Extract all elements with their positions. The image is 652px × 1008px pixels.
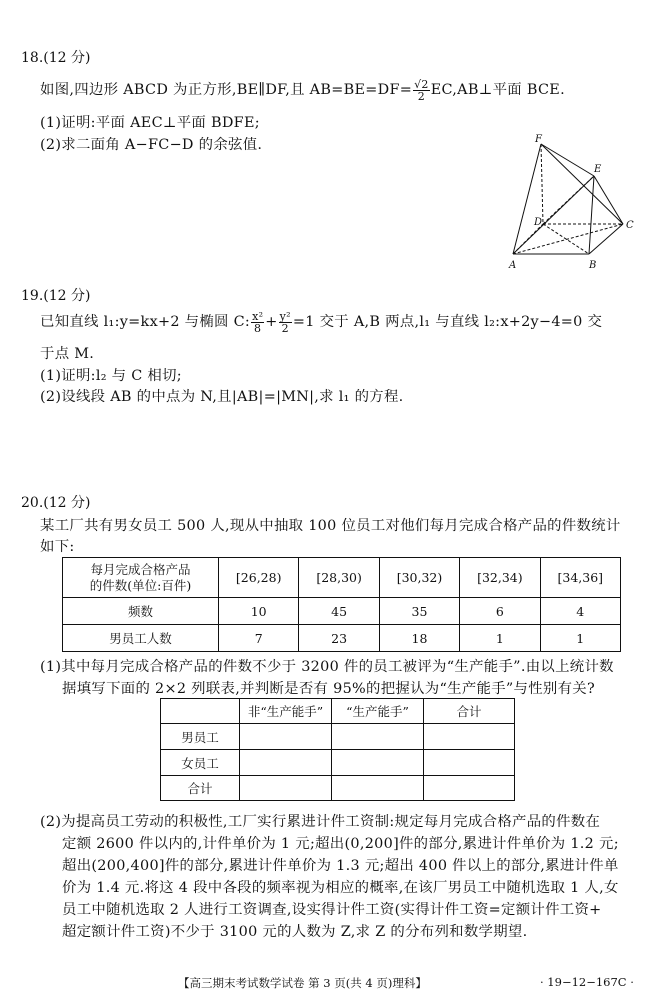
contingency-corner: [161, 699, 240, 724]
fig-label-c: C: [626, 220, 634, 231]
col-total: 合计: [424, 699, 515, 724]
col-range-1: [26,28): [219, 558, 299, 598]
q20-part2-line3: 超出(200,400]件的部分,累进计件单价为 1.3 元;超出 400 件以上的部分,累进计件单: [62, 858, 619, 874]
q19-part2: (2)设线段 AB 的中点为 N,且|AB|=|MN|,求 l₁ 的方程.: [40, 389, 404, 405]
q18-fraction-den: 2: [417, 89, 426, 103]
q18-stem: [40, 78, 565, 102]
male-count-cell: 23: [299, 625, 379, 652]
blank-cell: [424, 776, 515, 801]
q19-frac-y-den: 2: [281, 321, 289, 335]
frequency-label: 频数: [63, 598, 219, 625]
fig-label-e: E: [594, 164, 602, 175]
q20-stem-line2: 如下:: [40, 539, 75, 555]
frequency-row: [63, 598, 621, 625]
q19-frac-x-den: 8: [254, 321, 262, 335]
col-range-2: [28,30): [299, 558, 379, 598]
q20-part1-line1: (1)其中每月完成合格产品的件数不少于 3200 件的员工被评为“生产能手”.由以上统计数: [40, 659, 614, 675]
male-count-row: [63, 625, 621, 652]
q19-frac-x: [251, 311, 264, 334]
q19-plus: +: [265, 314, 278, 330]
male-count-cell: 1: [460, 625, 540, 652]
frequency-cell: 6: [460, 598, 540, 625]
frequency-cell: 4: [540, 598, 620, 625]
contingency-row-male: [161, 724, 515, 750]
q18-fraction-num: √2: [414, 77, 429, 91]
q19-part1: (1)证明:l₂ 与 C 相切;: [40, 368, 182, 384]
q19-frac-y: [279, 311, 292, 334]
blank-cell: [240, 724, 332, 750]
male-count-label: 男员工人数: [63, 625, 219, 652]
q18-stem-pre: 如图,四边形 ABCD 为正方形,BE∥DF,且 AB=BE=DF=: [40, 82, 413, 98]
q18-part2: (2)求二面角 A−FC−D 的余弦值.: [40, 137, 263, 153]
frequency-table-header-cell: [63, 558, 219, 598]
q20-part2-line2: 定额 2600 件以内的,计件单价为 1 元;超出(0,200]件的部分,累进计件单价为 1.2 元;: [62, 836, 619, 852]
blank-cell: [424, 724, 515, 750]
row-female-label: 女员工: [161, 750, 240, 776]
q19-frac-x-num: x²: [252, 309, 264, 323]
blank-cell: [424, 750, 515, 776]
col-producer: “生产能手”: [332, 699, 424, 724]
fig-label-a: A: [509, 260, 517, 271]
q19-stem-b: =1 交于 A,B 两点,l₁ 与直线 l₂:x+2y−4=0 交: [292, 314, 603, 330]
blank-cell: [240, 776, 332, 801]
q20-part2-line1: (2)为提高员工劳动的积极性,工厂实行累进计件工资制:规定每月完成合格产品的件数在: [40, 814, 601, 830]
q18-stem-post: EC,AB⊥平面 BCE.: [430, 82, 565, 98]
header-line2: 的件数(单位:百件): [89, 577, 192, 593]
q19-heading: 19.(12 分): [21, 288, 91, 304]
q18-heading: 18.(12 分): [21, 50, 91, 66]
blank-cell: [332, 776, 424, 801]
q18-figure: [505, 130, 645, 275]
frequency-table-header-row: [63, 558, 621, 598]
q19-stem-line2: 于点 M.: [40, 346, 95, 362]
q18-part1: (1)证明:平面 AEC⊥平面 BDFE;: [40, 115, 260, 131]
fig-label-b: B: [589, 260, 597, 271]
fig-label-d: D: [534, 217, 543, 228]
col-range-3: [30,32): [379, 558, 459, 598]
q20-heading: 20.(12 分): [21, 495, 91, 511]
q20-part2-line6: 超定额计件工资)不少于 3100 元的人数为 Z,求 Z 的分布列和数学期望.: [62, 924, 528, 940]
blank-cell: [240, 750, 332, 776]
q19-stem-line1: [40, 310, 602, 334]
q20-stem-line1: 某工厂共有男女员工 500 人,现从中抽取 100 位员工对他们每月完成合格产品的件数统计: [40, 518, 621, 534]
contingency-table: [160, 698, 515, 801]
fig-label-f: F: [535, 134, 542, 145]
q19-frac-y-num: y²: [279, 309, 291, 323]
contingency-row-total: [161, 776, 515, 801]
frequency-cell: 35: [379, 598, 459, 625]
contingency-header-row: [161, 699, 515, 724]
col-non-producer: 非“生产能手”: [240, 699, 332, 724]
q18-fraction: [413, 79, 430, 102]
row-male-label: 男员工: [161, 724, 240, 750]
footer-code: · 19−12−167C ·: [540, 975, 634, 989]
col-range-5: [34,36]: [540, 558, 620, 598]
contingency-row-female: [161, 750, 515, 776]
frequency-cell: 45: [299, 598, 379, 625]
q20-part2-line4: 价为 1.4 元.将这 4 段中各段的频率视为相应的概率,在该厂男员工中随机选取 1 人,女: [62, 880, 619, 896]
header-line1: 每月完成合格产品: [90, 561, 191, 577]
blank-cell: [332, 724, 424, 750]
q19-stem-a: 已知直线 l₁:y=kx+2 与椭圆 C:: [40, 314, 251, 330]
male-count-cell: 7: [219, 625, 299, 652]
male-count-cell: 18: [379, 625, 459, 652]
blank-cell: [332, 750, 424, 776]
male-count-cell: 1: [540, 625, 620, 652]
frequency-table: [62, 557, 621, 652]
col-range-4: [32,34): [460, 558, 540, 598]
q20-part2-line5: 员工中随机选取 2 人进行工资调查,设实得计件工资(实得计件工资=定额计件工资+: [62, 902, 602, 918]
footer-page-info: 【高三期末考试数学试卷 第 3 页(共 4 页)理科】: [178, 976, 427, 990]
frequency-cell: 10: [219, 598, 299, 625]
row-total-label: 合计: [161, 776, 240, 801]
q20-part1-line2: 据填写下面的 2×2 列联表,并判断是否有 95%的把握认为“生产能手”与性别有关?: [62, 681, 596, 697]
